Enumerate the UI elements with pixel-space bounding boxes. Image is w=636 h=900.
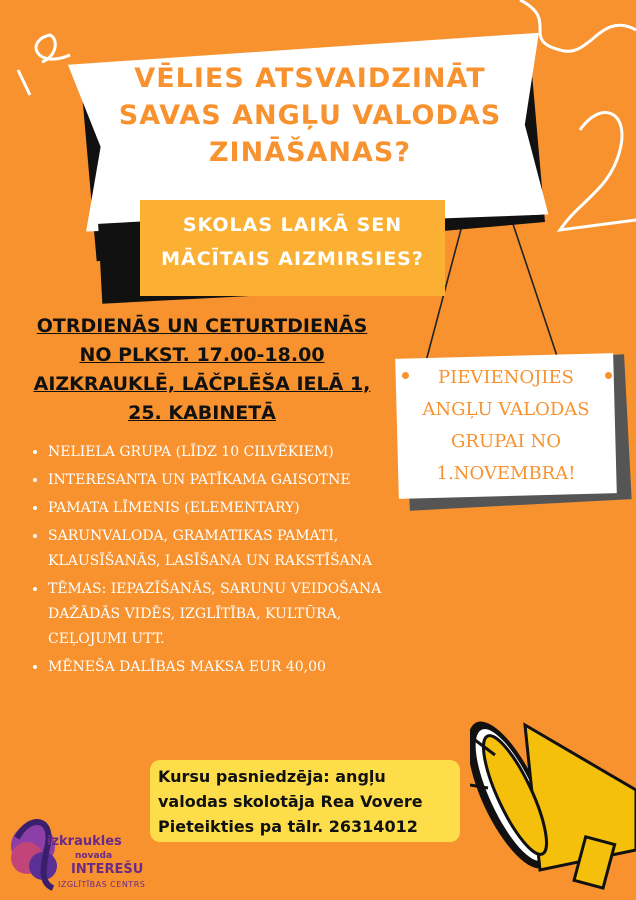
sign-line: GRUPAI NO xyxy=(451,431,561,452)
list-item: • NELIELA GRUPA (LĪDZ 10 CILVĒKIEM) xyxy=(48,440,408,465)
teacher-info xyxy=(158,764,458,839)
subheadline-line: SKOLAS LAIKĀ SEN xyxy=(182,214,403,236)
feature-list xyxy=(30,440,408,683)
list-item: • INTERESANTA UN PATĪKAMA GAISOTNE xyxy=(48,468,408,493)
megaphone-icon xyxy=(470,700,636,900)
headline-line: VĒLIES ATSVAIDZINĀT xyxy=(134,63,486,94)
list-item: • SARUNVALODA, GRAMATIKAS PAMATI, KLAUSĪŠANĀS, LASĪŠANA UN RAKSTĪŠANA xyxy=(48,524,408,574)
list-item: • MĒNEŠA DALĪBAS MAKSA EUR 40,00 xyxy=(48,655,408,680)
schedule-line: OTRDIENĀS UN CETURTDIENĀS xyxy=(36,315,368,337)
headline-line: SAVAS ANGĻU VALODAS xyxy=(118,100,502,131)
headline xyxy=(90,60,530,171)
headline-line: ZINĀŠANAS? xyxy=(208,137,412,168)
logo-text: novada xyxy=(75,851,113,861)
teacher-line: valodas skolotāja Rea Vovere xyxy=(158,792,423,811)
schedule-line: NO PLKST. 17.00-18.00 xyxy=(79,344,325,366)
teacher-line: Kursu pasniedzēja: angļu xyxy=(158,767,386,786)
schedule-info xyxy=(12,312,392,428)
logo-text: IZGLĪTĪBAS CENTRS xyxy=(58,880,146,889)
contact-phone: Pieteikties pa tālr. 26314012 xyxy=(158,817,418,836)
sign-line: 1.NOVEMBRA! xyxy=(436,463,576,484)
schedule-line: AIZKRAUKLĒ, LĀČPLĒŠA IELĀ 1, xyxy=(33,373,371,395)
subheadline-line: MĀCĪTAIS AIZMIRSIES? xyxy=(161,248,424,270)
subheadline xyxy=(140,208,445,276)
sign-text xyxy=(397,362,615,490)
sign-line: ANGĻU VALODAS xyxy=(422,399,590,420)
schedule-line: 25. KABINETĀ xyxy=(128,402,276,424)
list-item: • PAMATA LĪMENIS (ELEMENTARY) xyxy=(48,496,408,521)
list-item: • TĒMAS: IEPAZĪŠANĀS, SARUNU VEIDOŠANA DAŽĀDĀS VIDĒS, IZGLĪTĪBA, KULTŪRA, CEĻOJUMI UTT. xyxy=(48,577,408,652)
logo-text: INTEREŠU xyxy=(71,862,144,877)
sign-line: PIEVIENOJIES xyxy=(438,367,574,388)
logo-text: izkraukles xyxy=(47,834,122,849)
